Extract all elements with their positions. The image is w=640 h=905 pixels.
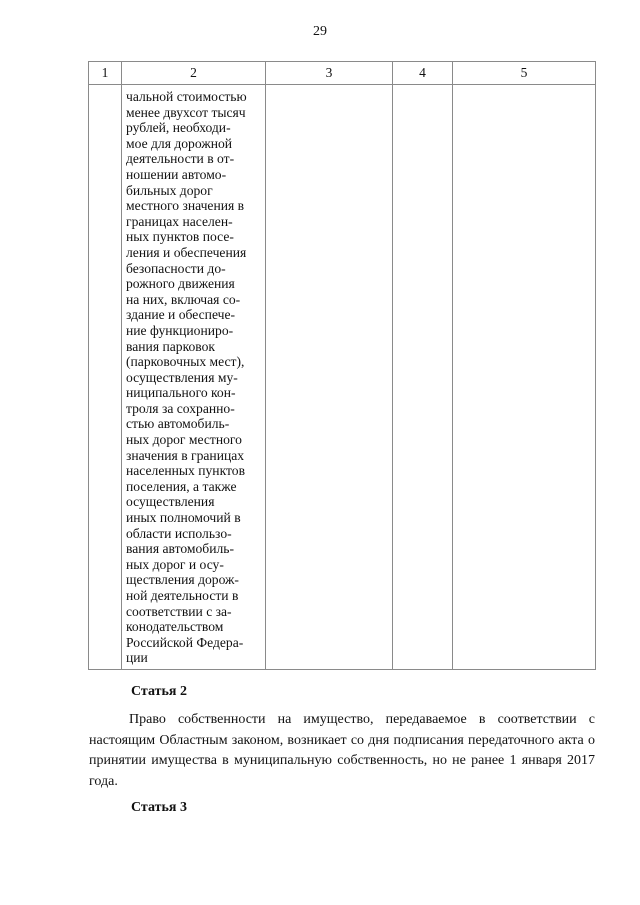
cell-text-col3 bbox=[266, 85, 392, 89]
table-row bbox=[89, 85, 596, 670]
column-header-3: 3 bbox=[266, 62, 393, 85]
cell-text-col5 bbox=[453, 85, 595, 89]
column-header-4: 4 bbox=[393, 62, 453, 85]
article-3-heading: Статья 3 bbox=[131, 800, 187, 815]
cell-text-col4 bbox=[393, 85, 452, 89]
table-cell-col5 bbox=[453, 85, 596, 670]
column-header-5: 5 bbox=[453, 62, 596, 85]
property-table bbox=[88, 61, 596, 670]
table-cell-col1 bbox=[89, 85, 122, 670]
article-2-heading: Статья 2 bbox=[131, 684, 187, 699]
cell-text-col2: чальной стоимостью менее двухсот тысяч рублей, необходи- мое для дорожной деятельности в от- ношении автомо- бильных дорог местного значения в границах населен- ных пунктов посе- ления и обеспечения безопасности до- рожного движения на них, включая со- здание и обеспече- ние функциониро- вания парковок (парковочных мест), осуществления му- ниципального кон- троля за сохранно- стью автомобиль- ных дорог местного значения в границах населенных пунктов поселения, а также осуществления иных полномочий в области использо- вания автомобиль- ных дорог и осу- ществления дорож- ной деятельности в соответствии с за- конодательством Российской Федера- ции bbox=[126, 89, 247, 666]
page-number: 29 bbox=[313, 24, 327, 39]
table-header-row bbox=[89, 62, 596, 85]
article-2-text: Право собственности на имущество, передаваемое в соответствии с настоящим Областным законом, возникает со дня подписания передаточного акта о принятии имущества в муниципальную собственность, но не ранее 1 января 2017 года. bbox=[89, 712, 595, 789]
cell-text-col1 bbox=[89, 85, 121, 89]
table-cell-col3 bbox=[266, 85, 393, 670]
table-cell-col2 bbox=[122, 85, 266, 670]
table-cell-col4 bbox=[393, 85, 453, 670]
column-header-1: 1 bbox=[89, 62, 122, 85]
column-header-2: 2 bbox=[122, 62, 266, 85]
